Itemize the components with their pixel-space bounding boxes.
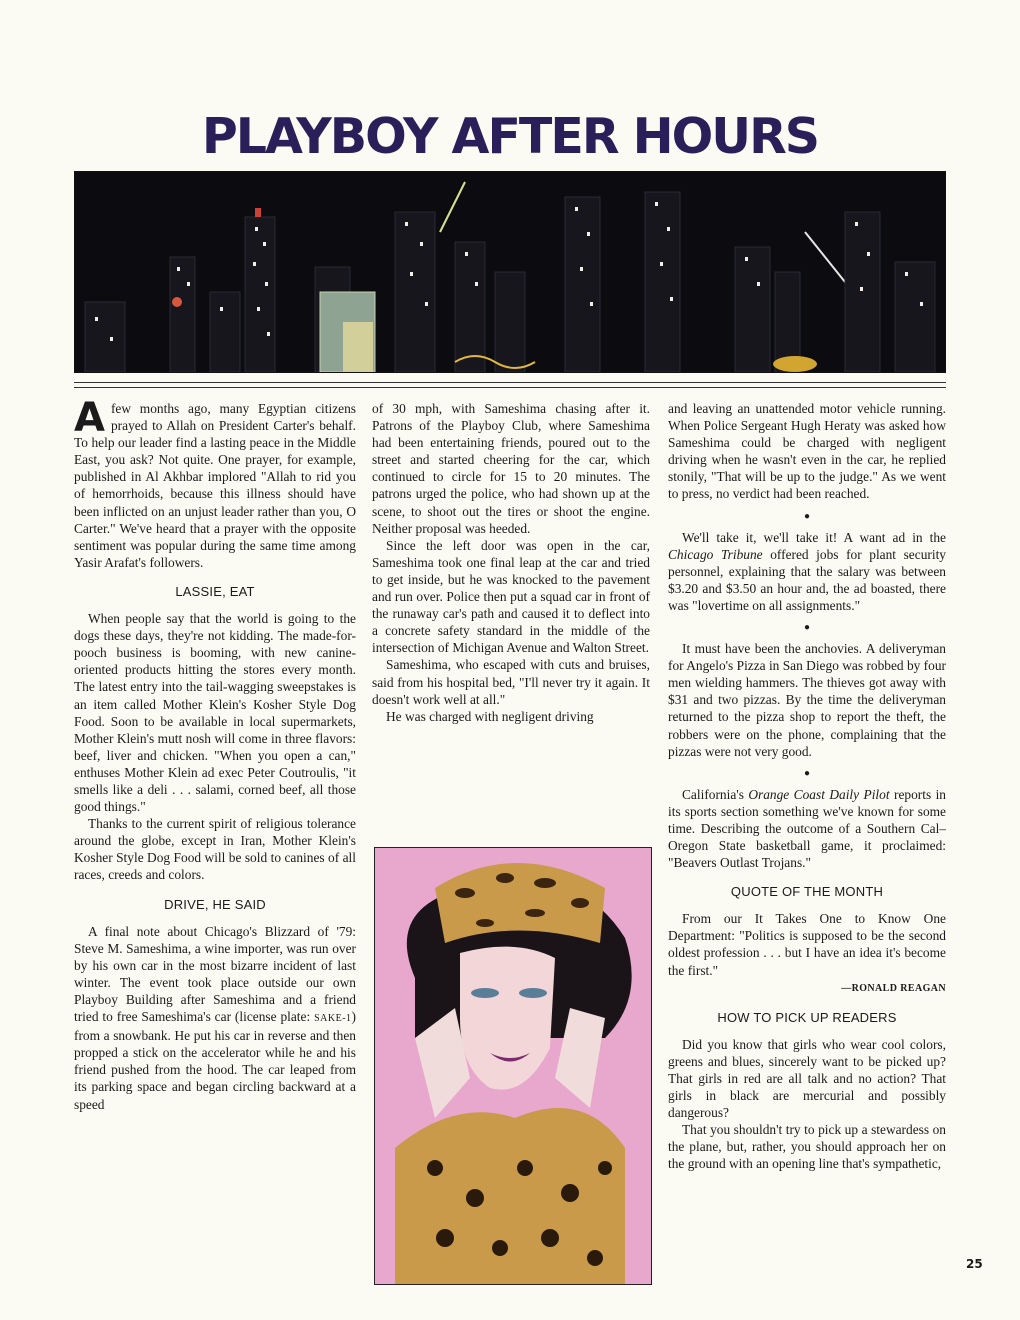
section-heading-how-to-pick-up-readers: HOW TO PICK UP READERS (717, 1009, 897, 1025)
page-number: 25 (966, 1257, 983, 1271)
separator-bullet: ● (803, 510, 811, 522)
intro-paragraph: Afew months ago, many Egyptian citizens prayed to Allah on President Carter's behalf. To help our leader find a lasting peace in the Middle East, you ask? Not quite. One prayer, for example, published in Al Akhbar implored "Allah to rid you of hemorrhoids, because this illness should have been inflicted on an unjust leader rather than you, O Carter." We've heard that a prayer with the opposite sentiment was popular during the same time among Yasir Arafat's followers. (74, 395, 356, 570)
paragraph: California's Orange Coast Daily Pilot reports in its sports section something we've known for some time. Describing the outcome of a Southern Cal–Oregon State basketball game, it proclaimed: "Beavers Outlast Trojans." (668, 786, 947, 871)
section-heading-quote-of-the-month: QUOTE OF THE MONTH (730, 884, 884, 900)
column-2 (372, 400, 650, 725)
portrait-svg (375, 848, 651, 1284)
drop-cap: A (74, 395, 105, 441)
paragraph: and leaving an unattended motor vehicle running. When Police Sergeant Hugh Heraty was asked how Sameshima could be charged with negligent driving when he wasn't even in the car, he replied stonily, "That will be up to the judge." As we went to press, no verdict had been reached. (668, 401, 946, 502)
woman-portrait-illustration (374, 847, 652, 1285)
paragraph: Sameshima, who escaped with cuts and bruises, said from his hospital bed, "I'll never try it again. It doesn't work well at all." (372, 657, 650, 707)
skyline-svg (75, 172, 945, 372)
paragraph: It must have been the anchovies. A deliveryman for Angelo's Pizza in San Diego was robbed by four men wielding hammers. The thieves got away with $31 and two pizzas. By the time the deliveryman returned to the pizza shop to report the theft, the robbers were on the phone, complaining that the pizzas were not very good. (668, 641, 946, 759)
license-plate: SAKE-1 (314, 1013, 352, 1025)
separator-bullet: ● (803, 622, 811, 634)
quote-author: —RONALD REAGAN (841, 982, 946, 994)
column-3 (668, 400, 946, 1173)
paragraph: We'll take it, we'll take it! A want ad in the Chicago Tribune offered jobs for plant security personnel, explaining that the salary was between $3.20 and $3.50 an hour and, the ad boasted, there was "lovertime on all assignments." (668, 529, 946, 613)
paragraph: He was charged with negligent driving (386, 708, 594, 724)
paragraph: A final note about Chicago's Blizzard of '79: Steve M. Sameshima, a wine importer, was run over by his own car in the most bizarre incident of last winter. The event took place outside our own Playboy Building after Sameshima and a friend tried to free Sameshima's car (license plate: SAKE-1) from a snowbank. He put his car in reverse and then propped a stick on the accelerator while he and his friend pushed from the hood. The car leaped from its parking space and began circling backward at a speed (74, 923, 356, 1112)
column-1 (74, 395, 356, 1113)
section-heading-lassie-eat: LASSIE, EAT (175, 583, 255, 599)
paragraph: Since the left door was open in the car, Sameshima took one final leap at the car and tried to get inside, but he was knocked to the pavement and run over. Police then put a squad car in front of the runaway car's path and caused it to deflect into a concrete safety standard in the middle of the intersection of Michigan Avenue and Walton Street. (372, 537, 650, 656)
paragraph: When people say that the world is going to the dogs these days, they're not kidding. The made-for-pooch business is booming, with new canine-oriented products hitting the stores every month. The latest entry into the tail-wagging sweepstakes is an item called Mother Klein's Kosher Style Dog Food. Soon to be available in local supermarkets, Mother Klein's mutt nosh will come in three flavors: beef, liver and chicken. "When you open a can," enthuses Mother Klein ad exec Peter Coutroulis, "it smells like a deli . . . salami, corned beef, all those good things." (74, 611, 356, 815)
page-title: PLAYBOY AFTER HOURS (201, 108, 819, 165)
separator-bullet: ● (803, 767, 811, 779)
paragraph: From our It Takes One to Know One Department: "Politics is supposed to be the second oldest profession . . . but I have an idea it's become the first." (668, 911, 946, 978)
paragraph: of 30 mph, with Sameshima chasing after it. Patrons of the Playboy Club, where Sameshima had been entertaining friends, poured out to the street and started cheering for the car, which continued to circle for 15 to 20 minutes. The patrons urged the police, who had shown up at the scene, to shoot out the tires or shoot the engine. Neither proposal was heeded. (372, 401, 650, 536)
paragraph: That you shouldn't try to pick up a stewardess on the plane, but, rather, you should approach her on the ground with an opening line that's sympathetic, (668, 1122, 946, 1172)
bottom-rule (74, 387, 946, 388)
city-skyline-illustration (74, 171, 946, 373)
section-heading-drive-he-said: DRIVE, HE SAID (164, 896, 266, 912)
paragraph: Did you know that girls who wear cool colors, greens and blues, sincerely want to be picked up? That girls in red are all talk and no action? That girls in black are mercurial and possibly dangerous? (668, 1036, 946, 1121)
paragraph: Thanks to the current spirit of religious tolerance around the globe, except in Iran, Mother Klein's Kosher Style Dog Food will be sold to canines of all races, creeds and colors. (74, 816, 356, 883)
top-rule (74, 382, 946, 383)
